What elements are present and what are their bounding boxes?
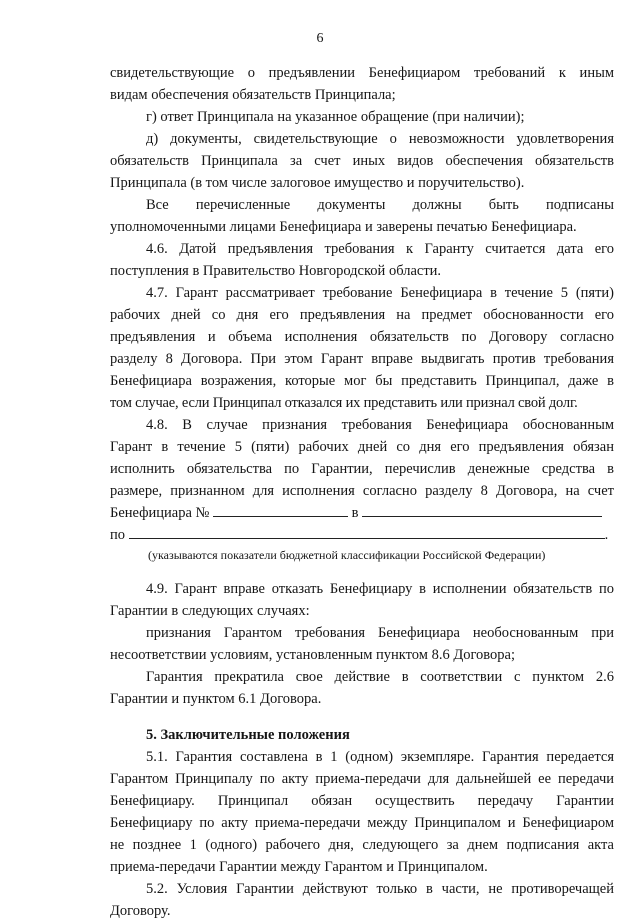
text-line: 4.8. В случае признания требования Бенефициара обоснованным <box>146 417 614 433</box>
text-line: предъявления и объема исполнения обязательств по Договору согласно <box>110 329 614 345</box>
text-line: Бенефициару по акту приема-передачи между Принципалом и Бенефициаром <box>110 815 614 831</box>
text-line: Договору. <box>110 903 171 919</box>
text-line: Гарантия прекратила свое действие в соответствии с пунктом 2.6 <box>146 669 614 685</box>
text-line: свидетельствующие о предъявлении Бенефициаром требований к иным <box>110 65 614 81</box>
account-line <box>110 502 614 524</box>
account-number-blank <box>213 502 348 517</box>
text-line: 5.1. Гарантия составлена в 1 (одном) экземпляре. Гарантия передается <box>146 749 614 765</box>
account-label: Бенефициара № <box>110 505 210 521</box>
text-line: Гарантии в следующих случаях: <box>110 603 310 619</box>
bank-label: в <box>351 505 359 521</box>
text-line: 4.7. Гарант рассматривает требование Бенефициара в течение 5 (пяти) <box>146 285 614 301</box>
text-line: Принципала (в том числе залоговое имущество и поручительство). <box>110 175 525 191</box>
text-line: приема-передачи Гарантии между Гарантом и Принципалом. <box>110 859 488 875</box>
text-line: Все перечисленные документы должны быть подписаны <box>146 197 614 213</box>
text-line: г) ответ Принципала на указанное обращение (при наличии); <box>146 109 525 125</box>
text-line: Гарантии и пунктом 6.1 Договора. <box>110 691 322 707</box>
section-heading: 5. Заключительные положения <box>146 727 350 743</box>
text-line: Бенефициара возражения, которые мог бы представить Принципал, даже в <box>110 373 614 389</box>
text-line: исполнить обязательства по Гарантии, перечислив денежные средства в <box>110 461 614 477</box>
page-number: 6 <box>316 31 324 46</box>
text-line: 5.2. Условия Гарантии действуют только в части, не противоречащей <box>146 881 614 897</box>
text-line: несоответствии условиям, установленным пунктом 8.6 Договора; <box>110 647 516 663</box>
text-line: уполномоченными лицами Бенефициара и заверены печатью Бенефициара. <box>110 219 577 235</box>
text-line: не позднее 1 (одного) рабочего дня, следующего за днем подписания акта <box>110 837 614 853</box>
text-line: Гарантом Принципалу по акту приема-передачи для дальнейшей ее передачи <box>110 771 614 787</box>
text-line: признания Гарантом требования Бенефициара необоснованным при <box>146 625 614 641</box>
classification-blank <box>129 524 605 539</box>
bank-name-blank <box>362 502 602 517</box>
text-line: обязательств Принципала за счет иных видов обеспечения обязательств <box>110 153 614 169</box>
blank-caption: (указываются показатели бюджетной классификации Российской Федерации) <box>148 548 546 562</box>
classification-label: по <box>110 527 126 543</box>
text-line: разделу 8 Договора. При этом Гарант вправе выдвигать против требования <box>110 351 614 367</box>
text-line: д) документы, свидетельствующие о невозможности удовлетворения <box>146 131 614 147</box>
classification-line <box>110 524 614 546</box>
text-line: рабочих дней со дня его предъявления на предмет обоснованности его <box>110 307 614 323</box>
spacer <box>110 564 614 578</box>
text-line: видам обеспечения обязательств Принципала; <box>110 87 396 103</box>
spacer <box>110 710 614 724</box>
text-line: том случае, если Принципал отказался их представить или признал свой долг. <box>110 395 578 411</box>
text-line: Гарант в течение 5 (пяти) рабочих дней со дня его предъявления обязан <box>110 439 614 455</box>
text-line: Бенефициару. Принципал обязан осуществить передачу Гарантии <box>110 793 614 809</box>
text-line: размере, признанном для исполнения согласно разделу 8 Договора, на счет <box>110 483 614 499</box>
text-line: 4.6. Датой предъявления требования к Гаранту считается дата его <box>146 241 614 257</box>
document-body <box>110 62 614 922</box>
text-line: 4.9. Гарант вправе отказать Бенефициару в исполнении обязательств по <box>146 581 614 597</box>
text-line: поступления в Правительство Новгородской области. <box>110 263 442 279</box>
period: . <box>604 527 609 543</box>
